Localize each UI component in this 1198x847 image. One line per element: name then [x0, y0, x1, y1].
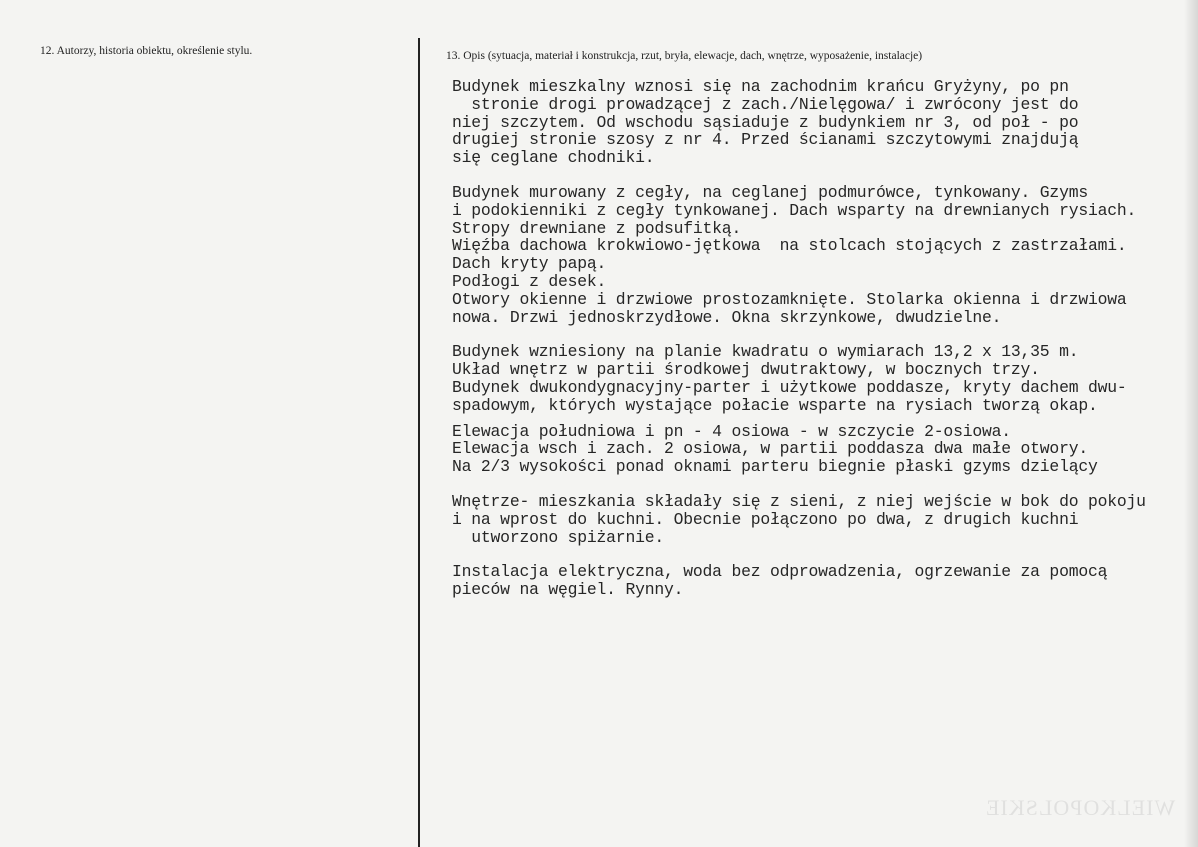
text-line: Elewacja wsch i zach. 2 osiowa, w partii poddasza dwa małe otwory.	[452, 439, 1088, 459]
section-12-heading: 12. Autorzy, historia obiektu, określenie stylu.	[40, 45, 253, 57]
spacer	[452, 546, 1192, 563]
section-13-heading: 13. Opis (sytuacja, materiał i konstrukcja, rzut, bryła, elewacje, dach, wnętrze, wyposażenie, instalacje)	[446, 50, 923, 62]
paragraph-plan	[452, 343, 1192, 414]
text-line: Podłogi z desek.	[452, 271, 607, 291]
text-line: Stropy drewniane z podsufitką.	[452, 218, 742, 238]
bleed-through-stamp: WIELKOPOLSKIE	[985, 795, 1176, 820]
text-line: nowa. Drzwi jednoskrzydłowe. Okna skrzynkowe, dwudzielne.	[452, 307, 1002, 327]
text-line: Na 2/3 wysokości ponad oknami parteru biegnie płaski gzyms dzielący	[452, 457, 1098, 477]
text-line: spadowym, których wystające połacie wsparte na rysiach tworzą okap.	[452, 395, 1098, 415]
text-line: Budynek mieszkalny wznosi się na zachodnim krańcu Gryżyny, po pn	[452, 77, 1069, 96]
text-line: Budynek dwukondygnacyjny-parter i użytkowe poddasze, kryty dachem dwu-	[452, 377, 1127, 397]
spacer	[452, 326, 1192, 343]
text-line: Elewacja południowa i pn - 4 osiowa - w szczycie 2-osiowa.	[452, 421, 1011, 441]
paragraph-elevations	[452, 423, 1192, 476]
description-text	[452, 78, 1192, 599]
paragraph-interior	[452, 493, 1192, 546]
spacer	[452, 167, 1192, 184]
text-line: Otwory okienne i drzwiowe prostozamknięte. Stolarka okienna i drzwiowa	[452, 289, 1127, 309]
text-line: niej szczytem. Od wschodu sąsiaduje z budynkiem nr 3, od poł - po	[452, 112, 1079, 132]
text-line: i na wprost do kuchni. Obecnie połączono po dwa, z drugich kuchni	[452, 509, 1079, 529]
text-line: stronie drogi prowadzącej z zach./Nielęgowa/ i zwrócony jest do	[452, 94, 1079, 114]
text-line: Układ wnętrz w partii środkowej dwutraktowy, w bocznych trzy.	[452, 360, 1040, 380]
text-line: Instalacja elektryczna, woda bez odprowadzenia, ogrzewanie za pomocą	[452, 562, 1108, 582]
text-line: i podokienniki z cegły tynkowanej. Dach wsparty na drewnianych rysiach.	[452, 200, 1137, 220]
text-line: utworzono spiżarnie.	[452, 527, 664, 547]
text-line: Dach kryty papą.	[452, 254, 607, 274]
text-line: Budynek wzniesiony na planie kwadratu o wymiarach 13,2 x 13,35 m.	[452, 342, 1079, 362]
text-line: się ceglane chodniki.	[452, 148, 655, 168]
text-line: drugiej stronie szosy z nr 4. Przed ścianami szczytowymi znajdują	[452, 130, 1079, 150]
text-line: Budynek murowany z cegły, na ceglanej podmurówce, tynkowany. Gzyms	[452, 182, 1088, 202]
text-line: Więźba dachowa krokwiowo-jętkowa na stolcach stojących z zastrzałami.	[452, 236, 1127, 256]
paragraph-location	[452, 78, 1192, 167]
spacer	[452, 476, 1192, 493]
paragraph-materials	[452, 184, 1192, 326]
text-line: Wnętrze- mieszkania składały się z sieni, z niej wejście w bok do pokoju	[452, 491, 1146, 511]
column-divider	[418, 38, 420, 847]
paragraph-installations	[452, 563, 1192, 599]
text-line: pieców na węgiel. Rynny.	[452, 580, 684, 600]
